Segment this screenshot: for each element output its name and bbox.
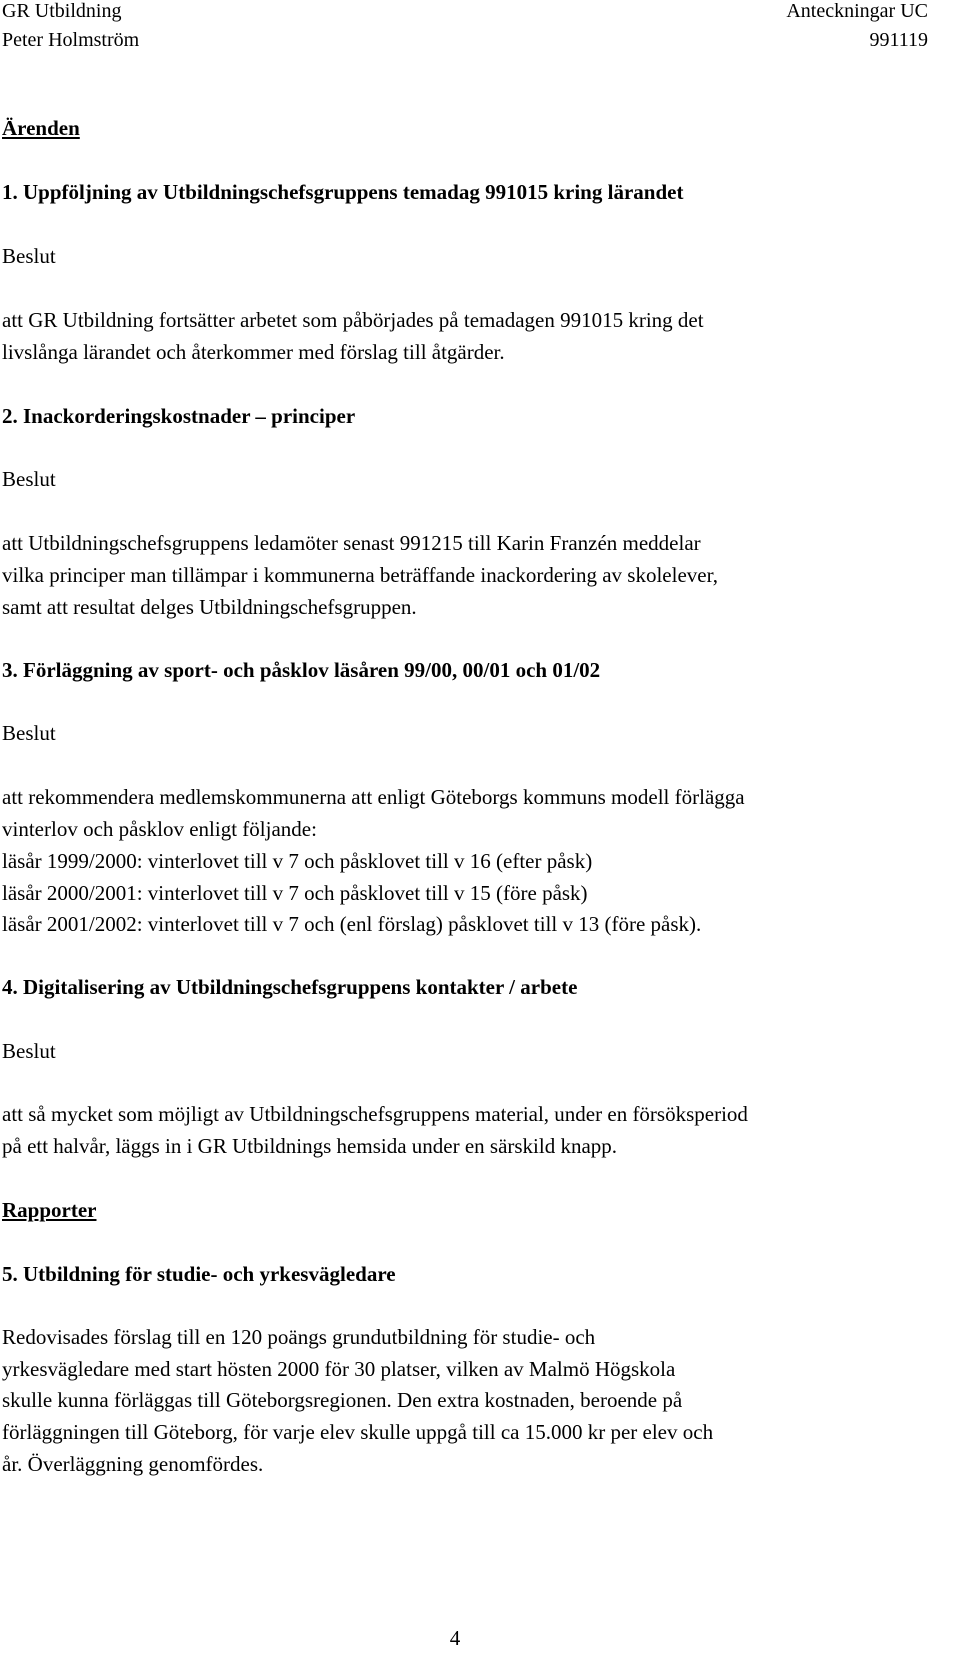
item-3-decision-label: Beslut [2, 721, 56, 745]
item-3-line: läsår 2000/2001: vinterlovet till v 7 och påsklovet till v 15 (före påsk) [2, 881, 588, 905]
header-author: Peter Holmström [2, 29, 140, 51]
header-date: 991119 [869, 29, 928, 51]
item-2-line: vilka principer man tillämpar i kommunerna beträffande inackordering av skolelever, [2, 563, 718, 587]
item-4-title: 4. Digitalisering av Utbildningschefsgruppens kontakter / arbete [2, 975, 578, 999]
item-5-line: år. Överläggning genomfördes. [2, 1452, 264, 1476]
item-1-line: livslånga lärandet och återkommer med förslag till åtgärder. [2, 340, 505, 364]
item-3-line: att rekommendera medlemskommunerna att enligt Göteborgs kommuns modell förlägga [2, 785, 745, 809]
agenda-title: Ärenden [2, 116, 80, 140]
item-5-line: yrkesvägledare med start hösten 2000 för 30 platser, vilken av Malmö Högskola [2, 1357, 676, 1381]
item-4-line: att så mycket som möjligt av Utbildningschefsgruppens material, under en försöksperiod [2, 1102, 748, 1126]
item-5-line: skulle kunna förläggas till Göteborgsregionen. Den extra kostnaden, beroende på [2, 1388, 683, 1412]
item-2-line: att Utbildningschefsgruppens ledamöter senast 991215 till Karin Franzén meddelar [2, 531, 701, 555]
item-5-line: förläggningen till Göteborg, för varje elev skulle uppgå till ca 15.000 kr per elev och [2, 1420, 714, 1444]
item-5-line: Redovisades förslag till en 120 poängs grundutbildning för studie- och [2, 1325, 596, 1349]
item-1-decision-label: Beslut [2, 244, 56, 268]
item-5-title: 5. Utbildning för studie- och yrkesvägledare [2, 1262, 396, 1286]
item-3-line: vinterlov och påsklov enligt följande: [2, 817, 317, 841]
item-2-title: 2. Inackorderingskostnader – principer [2, 404, 356, 428]
reports-title: Rapporter [2, 1198, 97, 1222]
item-2-line: samt att resultat delges Utbildningschefsgruppen. [2, 595, 417, 619]
item-3-line: läsår 1999/2000: vinterlovet till v 7 och påsklovet till v 16 (efter påsk) [2, 849, 593, 873]
item-4-decision-label: Beslut [2, 1039, 56, 1063]
item-4-line: på ett halvår, läggs in i GR Utbildnings hemsida under en särskild knapp. [2, 1134, 618, 1158]
header-org: GR Utbildning [2, 0, 122, 22]
item-2-decision-label: Beslut [2, 467, 56, 491]
page-number: 4 [449, 1626, 461, 1650]
header-doc-type: Anteckningar UC [786, 0, 928, 22]
item-3-line: läsår 2001/2002: vinterlovet till v 7 och (enl förslag) påsklovet till v 13 (före påsk). [2, 912, 702, 936]
item-3-title: 3. Förläggning av sport- och påsklov läsåren 99/00, 00/01 och 01/02 [2, 658, 601, 682]
item-1-title: 1. Uppföljning av Utbildningschefsgruppens temadag 991015 kring lärandet [2, 180, 684, 204]
item-1-line: att GR Utbildning fortsätter arbetet som påbörjades på temadagen 991015 kring det [2, 308, 704, 332]
